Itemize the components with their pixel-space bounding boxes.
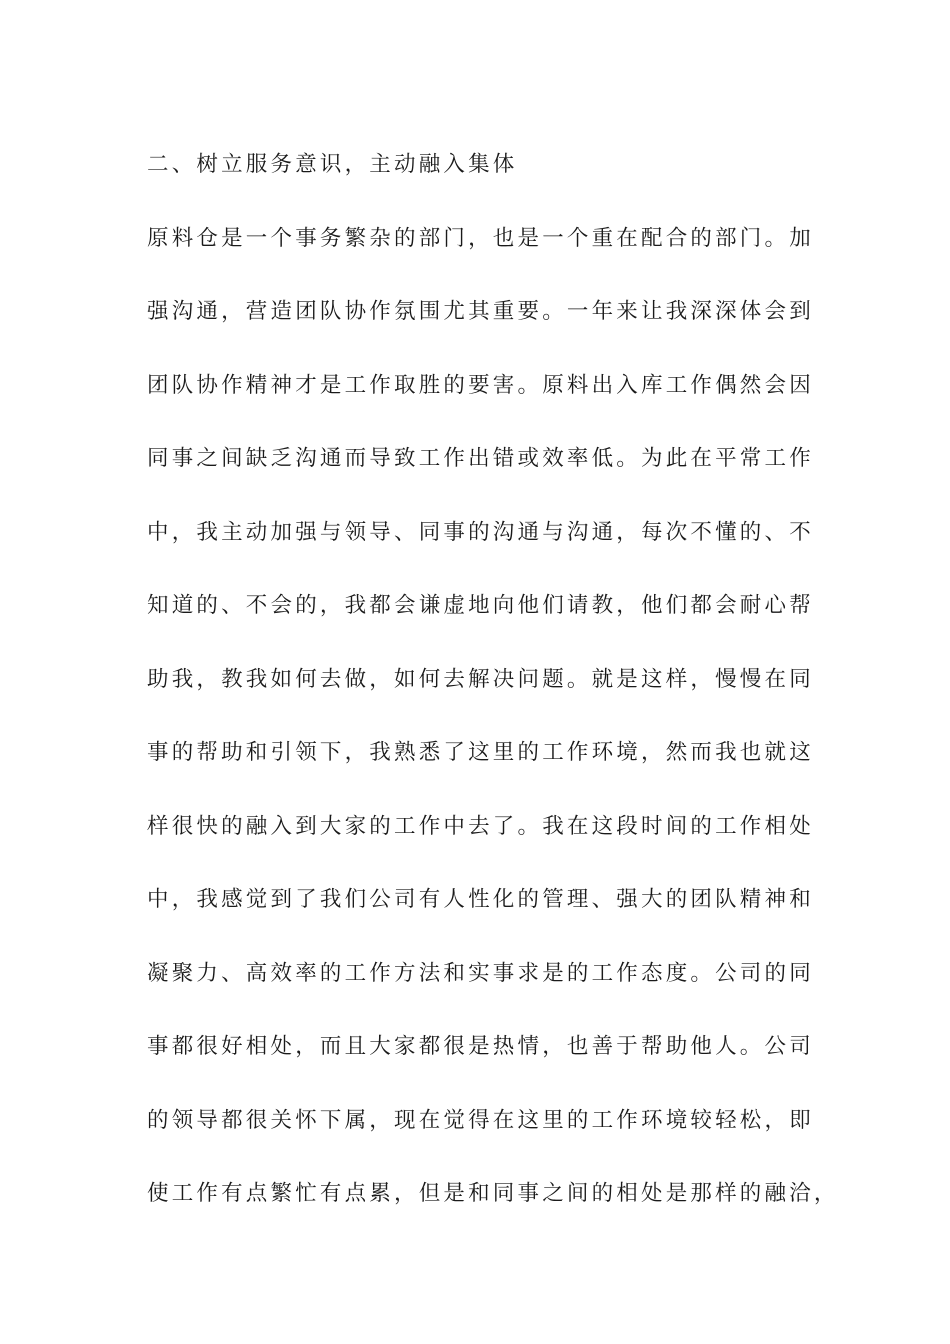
paragraph-line-12: 事都很好相处，而且大家都很是热情，也善于帮助他人。公司 (147, 1034, 814, 1059)
paragraph-line-8: 事的帮助和引领下，我熟悉了这里的工作环境，然而我也就这 (147, 740, 814, 765)
paragraph-line-5: 中，我主动加强与领导、同事的沟通与沟通，每次不懂的、不 (147, 519, 814, 545)
paragraph-line-6: 知道的、不会的，我都会谦虚地向他们请教，他们都会耐心帮 (147, 593, 814, 618)
paragraph-line-4: 同事之间缺乏沟通而导致工作出错或效率低。为此在平常工作 (147, 446, 814, 471)
paragraph-line-3: 团队协作精神才是工作取胜的要害。原料出入库工作偶然会因 (147, 372, 814, 398)
paragraph-line-14: 使工作有点繁忙有点累，但是和同事之间的相处是那样的融洽， (147, 1181, 839, 1206)
document-body (147, 128, 839, 1231)
paragraph-line-10: 中，我感觉到了我们公司有人性化的管理、强大的团队精神和 (147, 887, 814, 912)
paragraph-line-2: 强沟通，营造团队协作氛围尤其重要。一年来让我深深体会到 (147, 299, 814, 324)
paragraph-line-13: 的领导都很关怀下属，现在觉得在这里的工作环境较轻松，即 (147, 1107, 814, 1133)
paragraph-line-9: 样很快的融入到大家的工作中去了。我在这段时间的工作相处 (147, 813, 814, 839)
paragraph-line-11: 凝聚力、高效率的工作方法和实事求是的工作态度。公司的同 (147, 960, 814, 986)
section-heading: 二、树立服务意识，主动融入集体 (147, 152, 518, 177)
paragraph-line-1: 原料仓是一个事务繁杂的部门，也是一个重在配合的部门。加 (147, 225, 814, 251)
paragraph-line-7: 助我，教我如何去做，如何去解决问题。就是这样，慢慢在同 (147, 666, 814, 692)
